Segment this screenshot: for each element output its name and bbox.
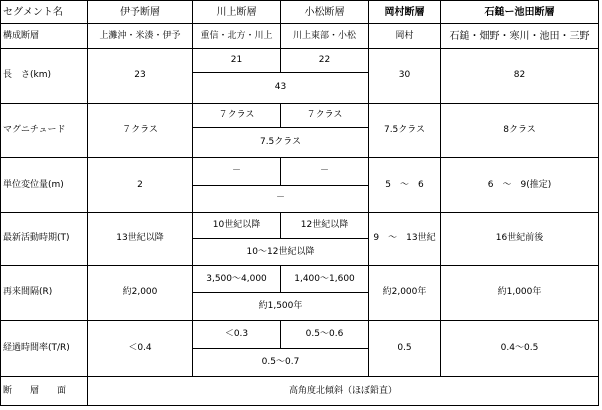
fault-plane-row: [1, 377, 599, 406]
magnitude-label: マグニチュード: [1, 103, 88, 158]
displacement-combined: －: [193, 185, 369, 212]
okamura-fault-header: 岡村断層: [369, 1, 441, 24]
latest-activity-row: [1, 213, 599, 239]
elapsed-ratio-row: [1, 320, 599, 348]
latest-activity-label: 最新活動時期(T): [1, 213, 88, 266]
kawakami-fault-header: 川上断層: [193, 1, 281, 24]
composition-ishizuchi: 石鎚・畑野・寒川・池田・三野: [441, 24, 599, 48]
elapsed-ratio-kawakami: ＜0.3: [193, 320, 281, 348]
recurrence-komatsu: 1,400～1,600: [281, 265, 369, 292]
composition-kawakami: 重信・北方・川上: [193, 24, 281, 48]
fault-plane-value: 高角度北傾斜（ほぼ鉛直）: [88, 377, 599, 406]
displacement-row: [1, 158, 599, 185]
elapsed-ratio-label: 経過時間率(T/R): [1, 320, 88, 377]
elapsed-ratio-combined: 0.5～0.7: [193, 349, 369, 377]
length-okamura: 30: [369, 48, 441, 103]
displacement-iyo: 2: [88, 158, 193, 213]
recurrence-ishizuchi: 約1,000年: [441, 265, 599, 320]
magnitude-ishizuchi: 8クラス: [441, 103, 599, 158]
magnitude-okamura: 7.5クラス: [369, 103, 441, 158]
recurrence-kawakami: 3,500～4,000: [193, 265, 281, 292]
fault-plane-label: 断 層 面: [1, 377, 88, 406]
latest-activity-komatsu: 12世紀以降: [281, 213, 369, 239]
composition-label: 構成断層: [1, 24, 88, 48]
latest-activity-iyo: 13世紀以降: [88, 213, 193, 266]
magnitude-komatsu: ７クラス: [281, 103, 369, 127]
recurrence-combined: 約1,500年: [193, 293, 369, 320]
recurrence-okamura: 約2,000年: [369, 265, 441, 320]
length-iyo: 23: [88, 48, 193, 103]
latest-activity-okamura: 9 ～ 13世紀: [369, 213, 441, 266]
elapsed-ratio-komatsu: 0.5～0.6: [281, 320, 369, 348]
displacement-okamura: 5 ～ 6: [369, 158, 441, 213]
recurrence-row: [1, 265, 599, 292]
iyo-fault-header: 伊予断層: [88, 1, 193, 24]
length-ishizuchi: 82: [441, 48, 599, 103]
displacement-komatsu: －: [281, 158, 369, 185]
latest-activity-kawakami: 10世紀以降: [193, 213, 281, 239]
elapsed-ratio-iyo: ＜0.4: [88, 320, 193, 377]
composition-row: [1, 24, 599, 48]
header-row: [1, 1, 599, 24]
magnitude-combined: 7.5クラス: [193, 127, 369, 157]
length-combined: 43: [193, 73, 369, 103]
ishizuchi-ikeda-fault-header: 石鎚ー池田断層: [441, 1, 599, 24]
composition-iyo: 上灘沖・米湊・伊予: [88, 24, 193, 48]
magnitude-iyo: ７クラス: [88, 103, 193, 158]
latest-activity-ishizuchi: 16世紀前後: [441, 213, 599, 266]
length-row: [1, 48, 599, 72]
length-kawakami: 21: [193, 48, 281, 72]
recurrence-iyo: 約2,000: [88, 265, 193, 320]
composition-okamura: 岡村: [369, 24, 441, 48]
displacement-ishizuchi: 6 ～ 9(推定): [441, 158, 599, 213]
displacement-label: 単位変位量(m): [1, 158, 88, 213]
magnitude-kawakami: ７クラス: [193, 103, 281, 127]
length-label: 長 さ(km): [1, 48, 88, 103]
length-komatsu: 22: [281, 48, 369, 72]
recurrence-label: 再来間隔(R): [1, 265, 88, 320]
displacement-kawakami: －: [193, 158, 281, 185]
composition-komatsu: 川上東部・小松: [281, 24, 369, 48]
latest-activity-combined: 10～12世紀以降: [193, 239, 369, 265]
komatsu-fault-header: 小松断層: [281, 1, 369, 24]
segment-name-header: セグメント名: [1, 1, 88, 24]
magnitude-row: [1, 103, 599, 127]
elapsed-ratio-ishizuchi: 0.4～0.5: [441, 320, 599, 377]
elapsed-ratio-okamura: 0.5: [369, 320, 441, 377]
